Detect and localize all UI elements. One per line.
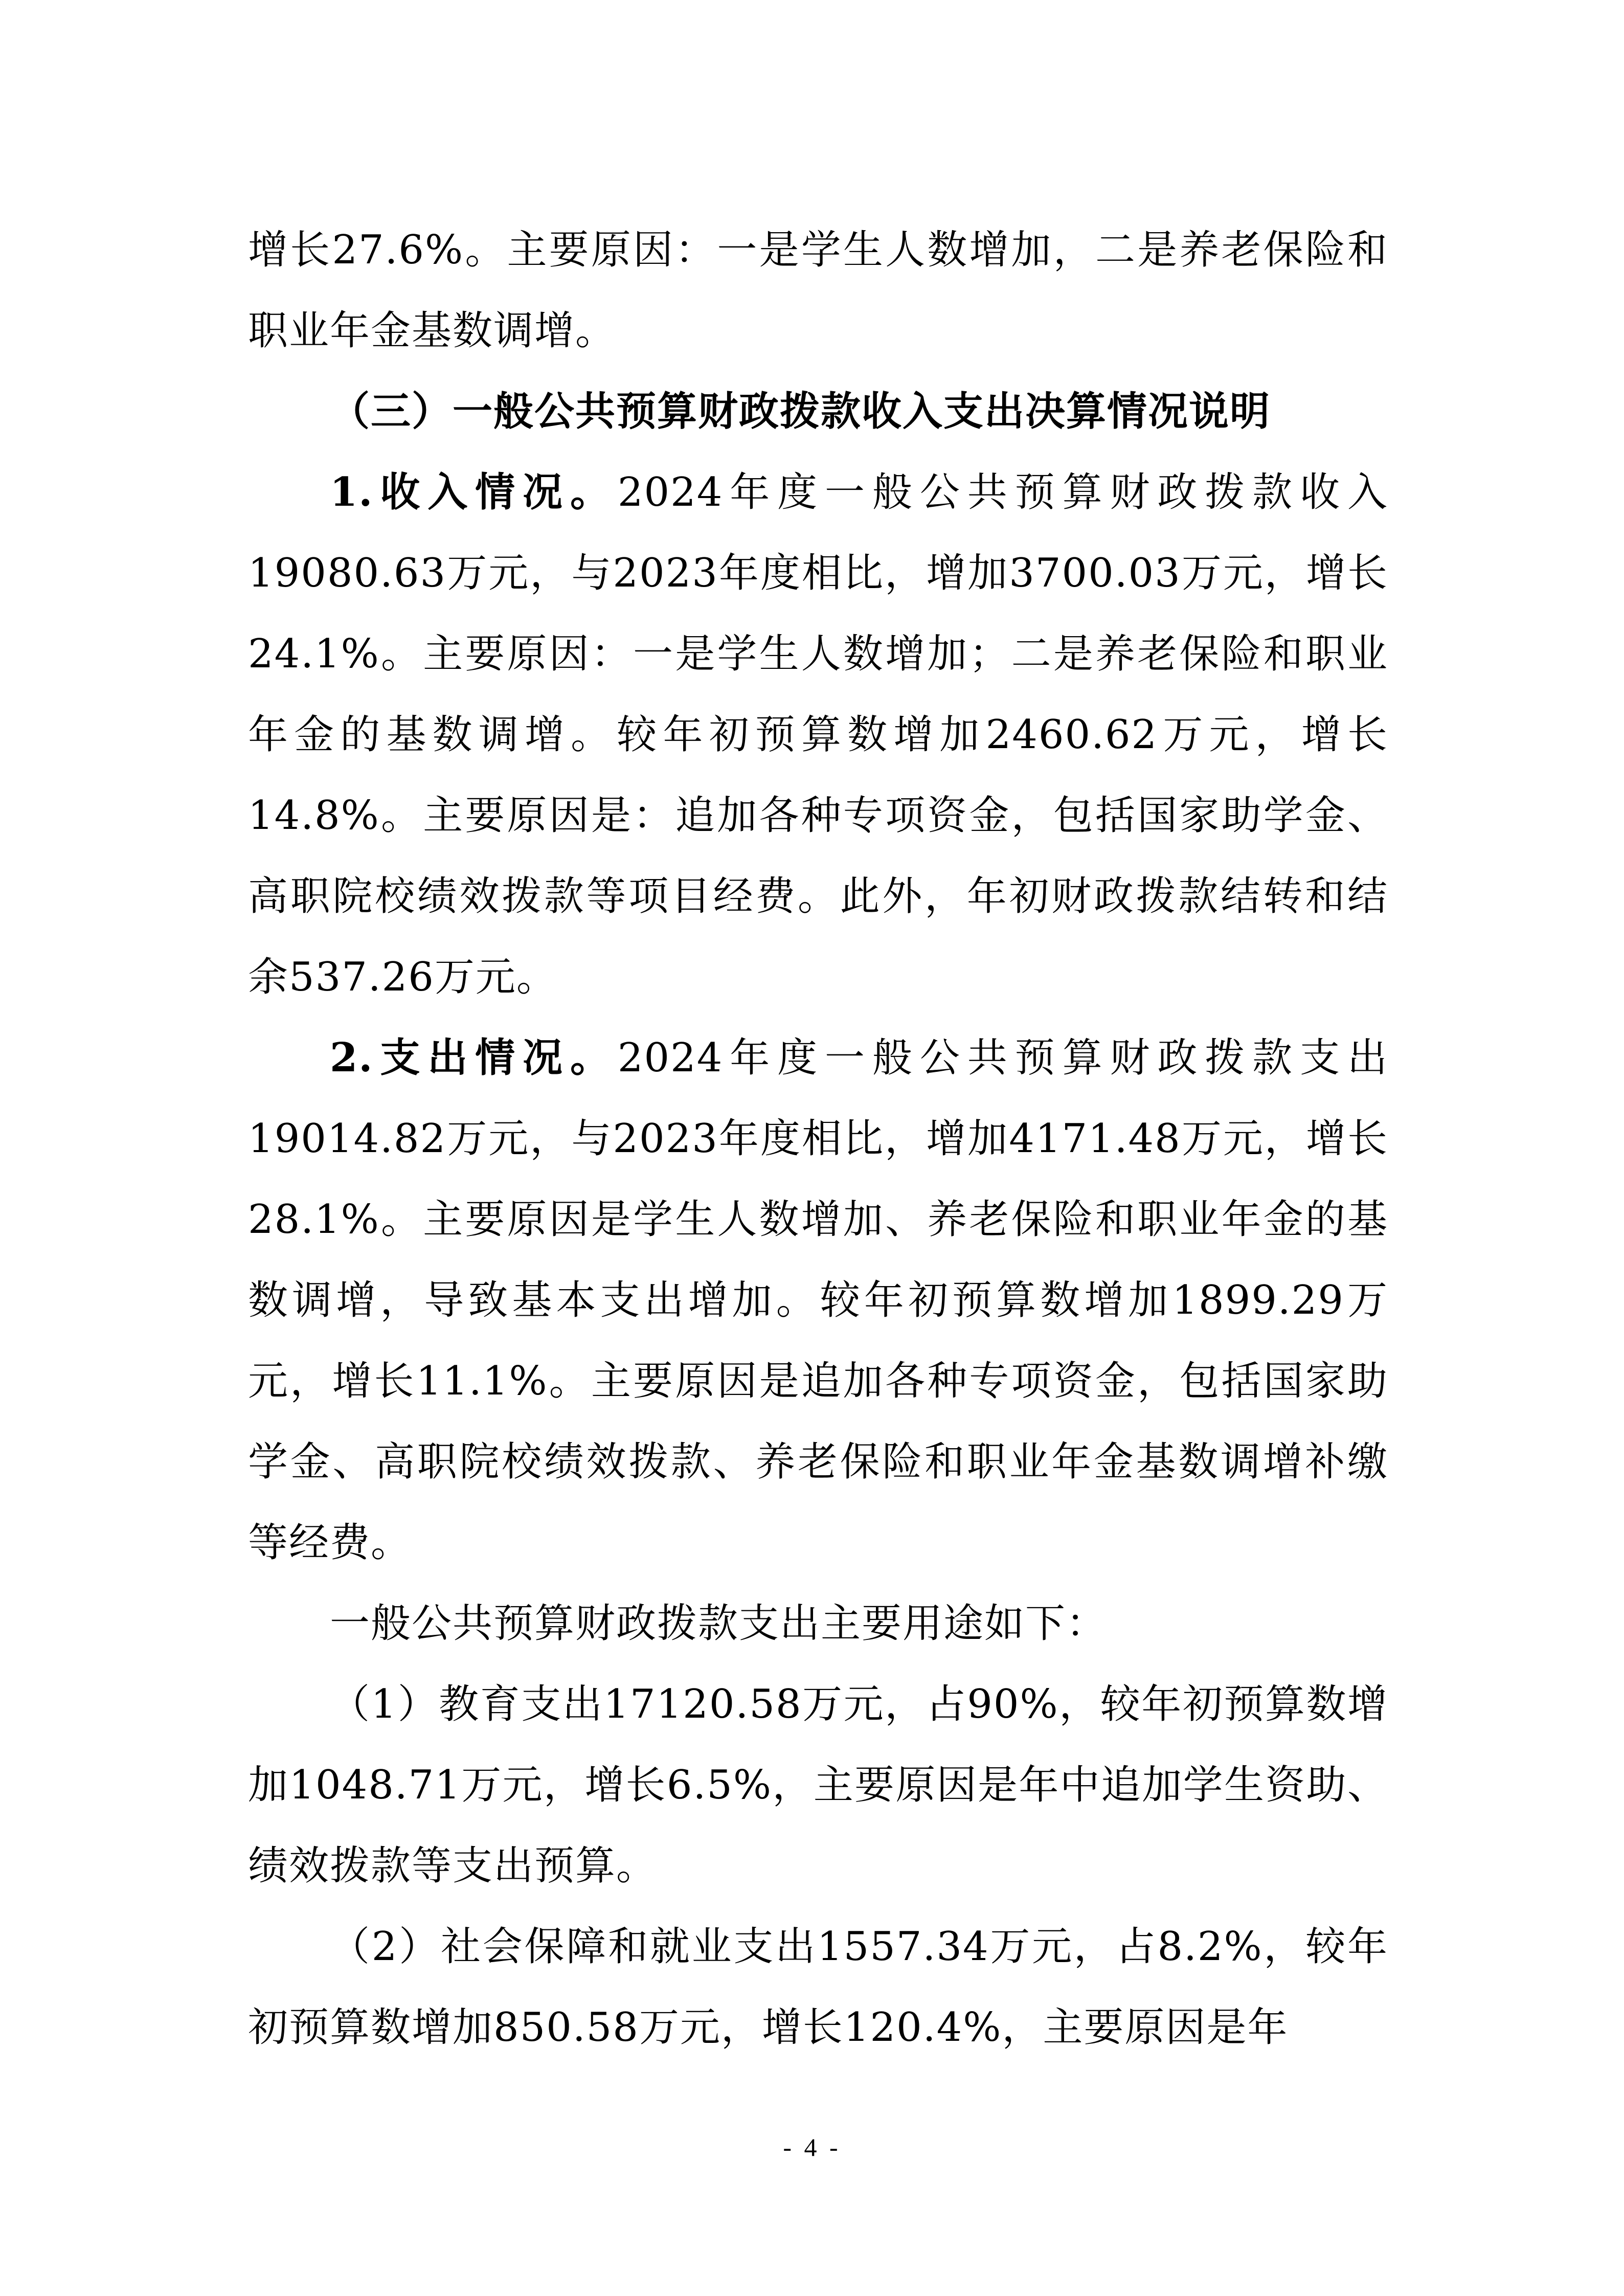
paragraph-education xyxy=(248,1664,1388,1906)
paragraph-continuation xyxy=(248,210,1388,371)
section-heading-text: （三）一般公共预算财政拨款收入支出决算情况说明 xyxy=(330,388,1271,435)
paragraph-text: （2）社会保障和就业支出1557.34万元，占8.2%，较年初预算数增加850.58万元，增长120.4%，主要原因是年 xyxy=(248,1924,1388,2051)
paragraph-text: 增长27.6%。主要原因：一是学生人数增加，二是养老保险和职业年金基数调增。 xyxy=(248,227,1388,354)
paragraph-text: 2024年度一般公共预算财政拨款收入19080.63万元，与2023年度相比，增加3700.03万元，增长24.1%。主要原因：一是学生人数增加；二是养老保险和职业年金的基数调增。较年初预算数增加2460.62万元，增长14.8%。主要原因是：追加各种专项资金，包括国家助学金、高职院校绩效拨款等项目经费。此外，年初财政拨款结转和结余537.26万元。 xyxy=(248,469,1388,1000)
paragraph-text: （1）教育支出17120.58万元，占90%，较年初预算数增加1048.71万元，增长6.5%，主要原因是年中追加学生资助、绩效拨款等支出预算。 xyxy=(248,1681,1388,1889)
page-number: - 4 - xyxy=(783,2133,841,2162)
paragraph-text: 2024年度一般公共预算财政拨款支出19014.82万元，与2023年度相比，增加4171.48万元，增长28.1%。主要原因是学生人数增加、养老保险和职业年金的基数调增，导致基本支出增加。较年初预算数增加1899.29万元，增长11.1%。主要原因是追加各种专项资金，包括国家助学金、高职院校绩效拨款、养老保险和职业年金基数调增补缴等经费。 xyxy=(248,1035,1388,1566)
paragraph-social-security xyxy=(248,1906,1388,2068)
document-body xyxy=(248,210,1388,2068)
paragraph-income xyxy=(248,452,1388,1018)
paragraph-lead: 2.支出情况。 xyxy=(330,1034,618,1081)
paragraph-text: 一般公共预算财政拨款支出主要用途如下： xyxy=(330,1601,1108,1647)
paragraph-lead: 1.收入情况。 xyxy=(330,469,618,515)
paragraph-expenditure xyxy=(248,1018,1388,1583)
section-heading xyxy=(248,371,1388,452)
paragraph-uses-intro xyxy=(248,1583,1388,1664)
